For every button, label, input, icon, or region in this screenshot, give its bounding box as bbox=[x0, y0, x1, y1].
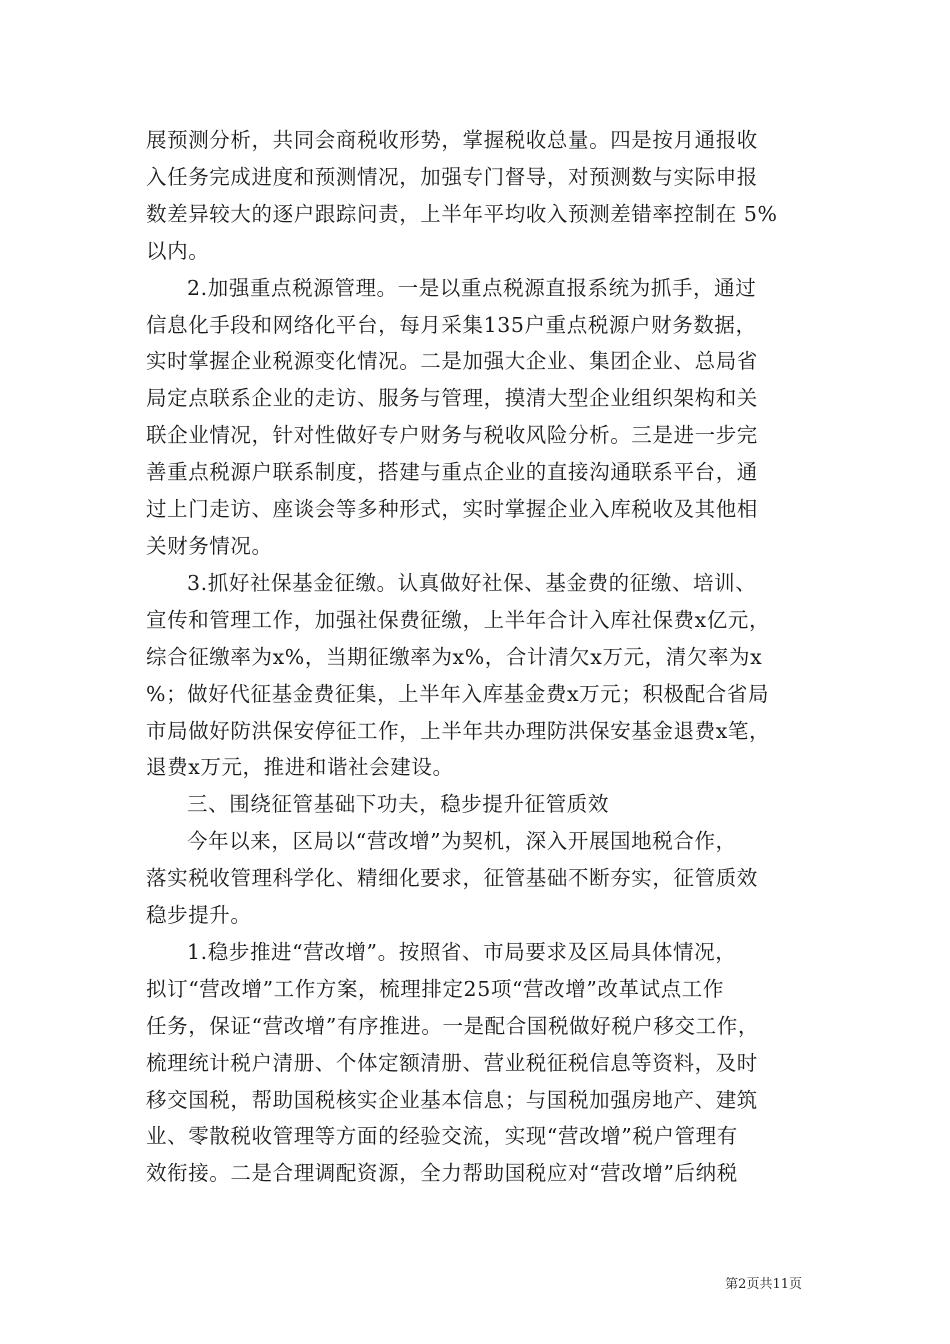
paragraph: 3.抓好社保基金征缴。认真做好社保、基金费的征缴、培训、 宣传和管理工作，加强社保费征缴，上半年合计入库社保费x亿元， 综合征缴率为x%，当期征缴率为x%，合计清欠x万元，清欠率为x %；做好代征基金费征集，上半年入库基金费x万元；积极配合省局 市局做好防洪保安停征工作，上半年共办理防洪保安基金退费x笔， 退费x万元，推进和谐社会建设。 bbox=[146, 570, 771, 780]
paragraph: 展预测分析，共同会商税收形势，掌握税收总量。四是按月通报收 入任务完成进度和预测情况，加强专门督导，对预测数与实际申报 数差异较大的逐户跟踪问责，上半年平均收入预测差错率控制在 5% 以内。 bbox=[146, 128, 778, 263]
section-heading: 三、围绕征管基础下功夫，稳步提升征管质效 bbox=[187, 792, 609, 817]
paragraph: 1.稳步推进“营改增”。按照省、市局要求及区局具体情况， 拟订“营改增”工作方案，梳理排定25项“营改增”改革试点工作 任务，保证“营改增”有序推进。一是配合国税做好税户移交工作， 梳理统计税户清册、个体定额清册、营业税征税信息等资料，及时 移交国税，帮助国税核实企业基本信息；与国税加强房地产、建筑 业、零散税收管理等方面的经验交流，实现“营改增”税户管理有 效衔接。二是合理调配资源，全力帮助国税应对“营改增”后纳税 bbox=[146, 939, 759, 1186]
page-number: 第2页共11页 bbox=[725, 1277, 802, 1292]
paragraph: 今年以来，区局以“营改增”为契机，深入开展国地税合作， 落实税收管理科学化、精细化要求，征管基础不断夯实，征管质效 稳步提升。 bbox=[146, 829, 758, 928]
document-body bbox=[146, 122, 822, 1192]
paragraph: 2.加强重点税源管理。一是以重点税源直报系统为抓手，通过 信息化手段和网络化平台，每月采集135户重点税源户财务数据， 实时掌握企业税源变化情况。二是加强大企业、集团企业、总局省 局定点联系企业的走访、服务与管理，摸清大型企业组织架构和关 联企业情况，针对性做好专户财务与税收风险分析。三是进一步完 善重点税源户联系制度，搭建与重点企业的直接沟通联系平台，通 过上门走访、座谈会等多种形式，实时掌握企业入库税收及其他相 关财务情况。 bbox=[146, 275, 758, 558]
